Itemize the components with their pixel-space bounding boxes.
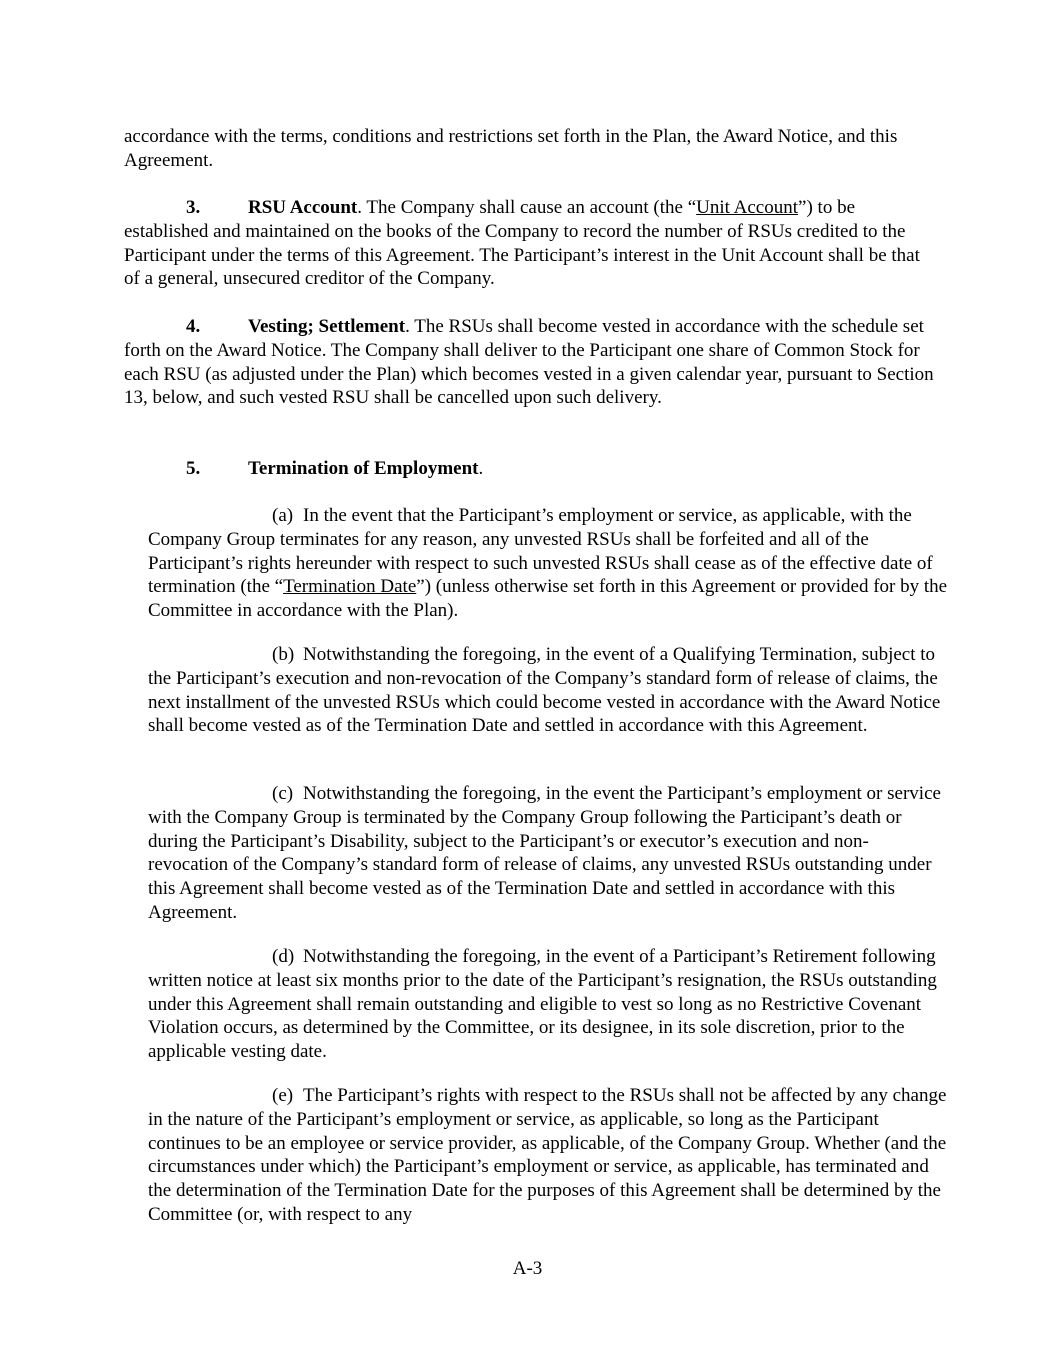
section-number: 5. [186,458,201,479]
subsection-d: (d) Notwithstanding the foregoing, in the event of a Participant’s Retirement following written notice at least six months prior to the date of the Participant’s resignation, the RSUs outstanding under this Agreement shall remain outstanding and eligible to vest so long as no Restrictive Covenant Violation occurs, as determined by the Committee, or its designee, in its sole discretion, prior to the applicable vesting date. [148,946,937,1063]
section-heading: Termination of Employment [248,458,479,479]
subsection-label: (b) [272,644,295,665]
subsection-a: (a) In the event that the Participant’s employment or service, as applicable, with the Company Group terminates for any reason, any unvested RSUs shall be forfeited and all of the Participant’s rights hereunder with respect to such unvested RSUs shall cease as of the effective date of termination (the “Termination Date”) (unless otherwise set forth in this Agreement or provided for by the Committee in accordance with the Plan). [148,505,948,622]
section-3-rsu-account: 3. RSU Account. The Company shall cause an account (the “Unit Account”) to be established and maintained on the books of the Company to record the number of RSUs credited to the Participant under the terms of this Agreement. The Participant’s interest in the Unit Account shall be that of a general, unsecured creditor of the Company. [124,197,920,290]
subsection-c: (c) Notwithstanding the foregoing, in the event the Participant’s employment or service with the Company Group is terminated by the Company Group following the Participant’s death or during the Participant’s Disability, subject to the Participant’s or executor’s execution and non-revocation of the Company’s standard form of release of claims, any unvested RSUs outstanding under this Agreement shall become vested as of the Termination Date and settled in accordance with this Agreement. [148,783,941,923]
intro-paragraph: accordance with the terms, conditions and restrictions set forth in the Plan, the Award Notice, and this Agreement. [124,126,898,171]
subsection-b: (b) Notwithstanding the foregoing, in the event of a Qualifying Termination, subject to the Participant’s execution and non-revocation of the Company’s standard form of release of claims, the next installment of the unvested RSUs which could become vested in accordance with the Award Notice shall become vested as of the Termination Date and settled in accordance with this Agreement. [148,644,941,737]
subsection-e: (e) The Participant’s rights with respect to the RSUs shall not be affected by any change in the nature of the Participant’s employment or service, as applicable, so long as the Participant continues to be an employee or service provider, as applicable, of the Company Group. Whether (and the circumstances under which) the Participant’s employment or service, as applicable, has terminated and the determination of the Termination Date for the purposes of this Agreement shall be determined by the Committee (or, with respect to any [148,1085,947,1225]
section-heading: RSU Account [248,197,358,218]
subsection-label: (c) [272,783,294,804]
defined-term: Unit Account [696,197,799,218]
subsection-label: (e) [272,1085,294,1106]
section-number: 3. [186,197,201,218]
page-number: A-3 [512,1258,543,1279]
section-5-termination-heading: 5. Termination of Employment. [124,457,934,481]
section-number: 4. [186,316,201,337]
section-4-vesting-settlement: 4. Vesting; Settlement. The RSUs shall become vested in accordance with the schedule set forth on the Award Notice. The Company shall deliver to the Participant one share of Common Stock for each RSU (as adjusted under the Plan) which becomes vested in a given calendar year, pursuant to Section 13, below, and such vested RSU shall be cancelled upon such delivery. [124,316,934,409]
subsection-label: (a) [272,505,294,526]
section-heading: Vesting; Settlement [248,316,406,337]
defined-term: Termination Date [283,576,417,598]
subsection-label: (d) [272,946,295,967]
